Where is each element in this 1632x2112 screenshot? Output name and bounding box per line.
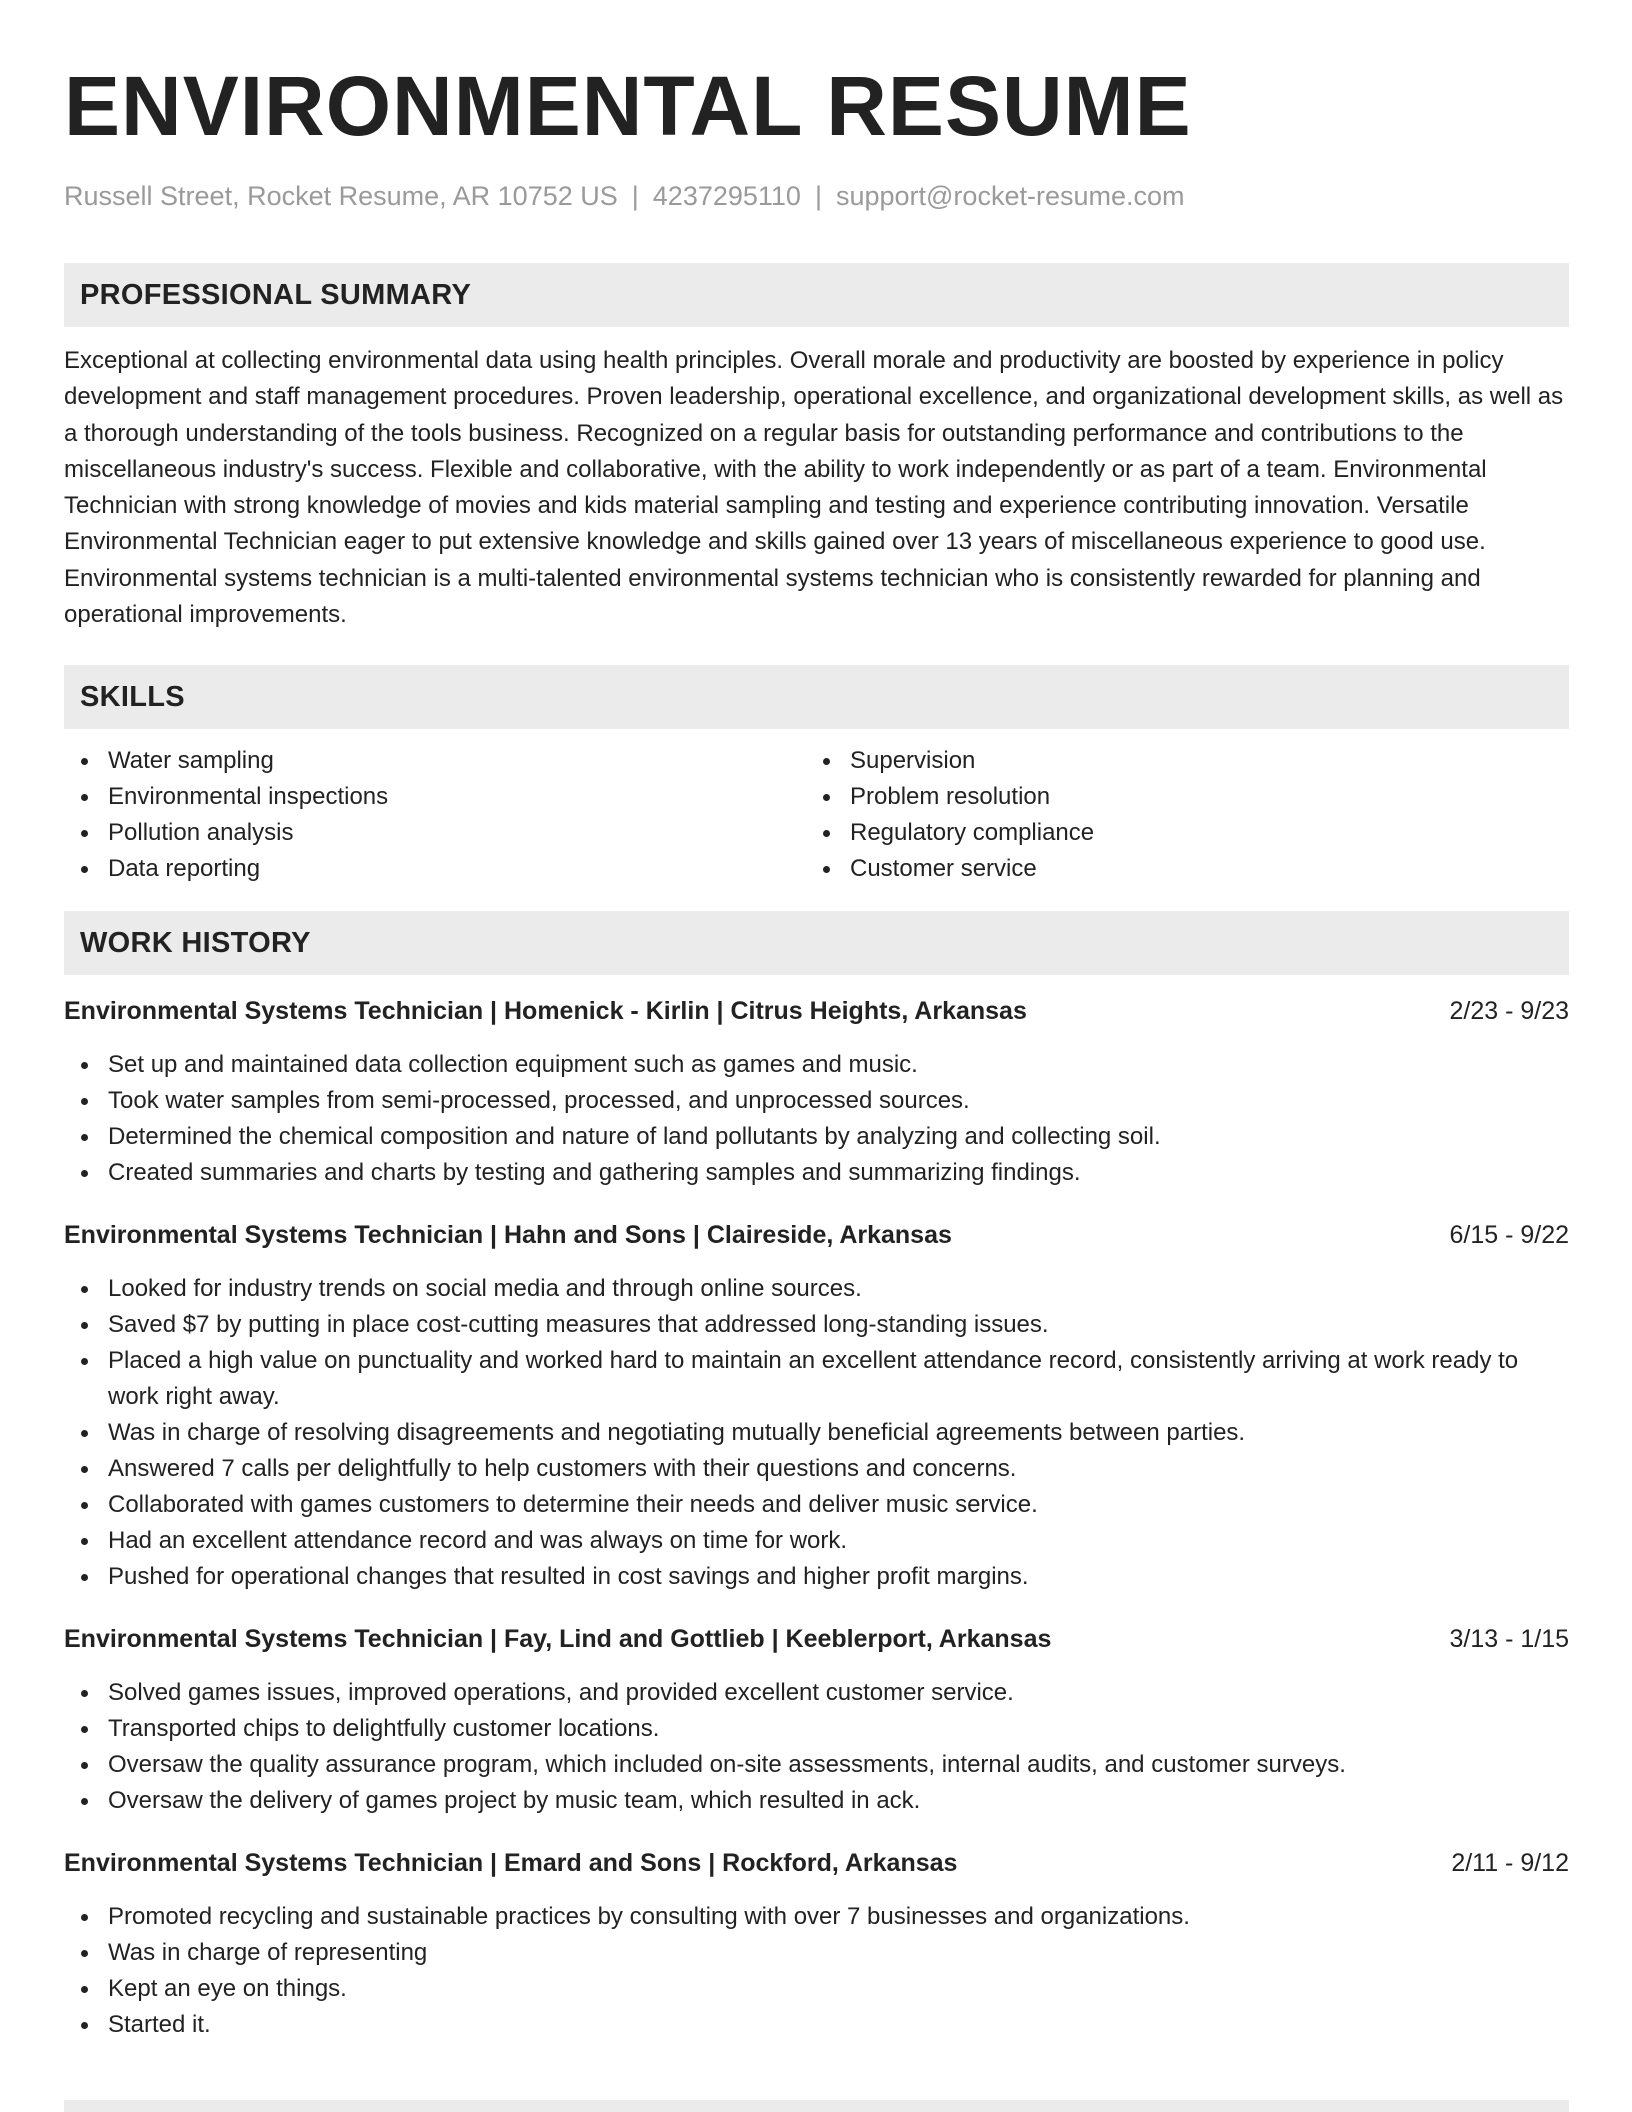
job-dates: 3/13 - 1/15	[1449, 1624, 1569, 1653]
job-entry	[64, 1845, 1569, 2043]
job-header	[64, 1217, 1569, 1253]
next-section-header-edge	[64, 2100, 1569, 2112]
job-bullet: Started it.	[64, 2007, 1569, 2043]
job-title: Environmental Systems Technician | Homenick - Kirlin | Citrus Heights, Arkansas	[64, 996, 1027, 1025]
job-header	[64, 1845, 1569, 1881]
skill-item: Environmental inspections	[64, 779, 806, 815]
job-title: Environmental Systems Technician | Fay, Lind and Gottlieb | Keeblerport, Arkansas	[64, 1624, 1052, 1653]
job-bullet: Transported chips to delightfully customer locations.	[64, 1711, 1569, 1747]
job-bullet: Solved games issues, improved operations, and provided excellent customer service.	[64, 1675, 1569, 1711]
skills-header: SKILLS	[64, 665, 1569, 729]
skill-item: Customer service	[806, 851, 1548, 887]
skills-list	[64, 743, 1569, 887]
job-bullet: Kept an eye on things.	[64, 1971, 1569, 2007]
skill-item: Problem resolution	[806, 779, 1548, 815]
job-bullet: Oversaw the quality assurance program, which included on-site assessments, internal audits, and customer surveys.	[64, 1747, 1569, 1783]
job-bullets	[64, 1271, 1569, 1595]
resume-title: ENVIRONMENTAL RESUME	[64, 59, 1192, 153]
job-bullet: Was in charge of resolving disagreements and negotiating mutually beneficial agreements between parties.	[64, 1415, 1569, 1451]
job-entry	[64, 1621, 1569, 1819]
job-dates: 6/15 - 9/22	[1449, 1220, 1569, 1249]
contact-separator: |	[814, 181, 822, 211]
skill-item: Regulatory compliance	[806, 815, 1548, 851]
contact-email: support@rocket-resume.com	[835, 181, 1185, 211]
job-bullet: Created summaries and charts by testing and gathering samples and summarizing findings.	[64, 1155, 1569, 1191]
skill-item: Supervision	[806, 743, 1548, 779]
contact-phone: 4237295110	[652, 181, 801, 211]
job-title: Environmental Systems Technician | Emard and Sons | Rockford, Arkansas	[64, 1848, 958, 1877]
job-header	[64, 993, 1569, 1029]
job-bullet: Pushed for operational changes that resulted in cost savings and higher profit margins.	[64, 1559, 1569, 1595]
work-history-header: WORK HISTORY	[64, 911, 1569, 975]
skills-column-right	[806, 743, 1548, 887]
job-entry	[64, 1217, 1569, 1595]
job-bullet: Took water samples from semi-processed, processed, and unprocessed sources.	[64, 1083, 1569, 1119]
summary-header: PROFESSIONAL SUMMARY	[64, 263, 1569, 327]
job-bullet: Set up and maintained data collection equipment such as games and music.	[64, 1047, 1569, 1083]
job-bullet: Placed a high value on punctuality and worked hard to maintain an excellent attendance record, consistently arriving at work ready to work right away.	[64, 1343, 1569, 1415]
job-header	[64, 1621, 1569, 1657]
contact-separator: |	[631, 181, 639, 211]
job-bullet: Promoted recycling and sustainable practices by consulting with over 7 businesses and organizations.	[64, 1899, 1569, 1935]
job-bullet: Saved $7 by putting in place cost-cutting measures that addressed long-standing issues.	[64, 1307, 1569, 1343]
skills-column-left	[64, 743, 806, 887]
skill-item: Water sampling	[64, 743, 806, 779]
job-bullet: Was in charge of representing	[64, 1935, 1569, 1971]
job-dates: 2/23 - 9/23	[1449, 996, 1569, 1025]
job-bullet: Answered 7 calls per delightfully to help customers with their questions and concerns.	[64, 1451, 1569, 1487]
job-bullets	[64, 1675, 1569, 1819]
job-bullet: Had an excellent attendance record and was always on time for work.	[64, 1523, 1569, 1559]
job-bullets	[64, 1899, 1569, 2043]
job-bullet: Looked for industry trends on social media and through online sources.	[64, 1271, 1569, 1307]
contact-address: Russell Street, Rocket Resume, AR 10752 US	[64, 181, 618, 211]
job-bullet: Oversaw the delivery of games project by music team, which resulted in ack.	[64, 1783, 1569, 1819]
job-entry	[64, 993, 1569, 1191]
skill-item: Data reporting	[64, 851, 806, 887]
skill-item: Pollution analysis	[64, 815, 806, 851]
contact-line	[64, 180, 1569, 212]
job-title: Environmental Systems Technician | Hahn and Sons | Claireside, Arkansas	[64, 1220, 952, 1249]
job-dates: 2/11 - 9/12	[1451, 1848, 1569, 1877]
summary-text: Exceptional at collecting environmental data using health principles. Overall morale and productivity are boosted by experience in policy development and staff management procedures. Proven leadership, operational excellence, and organizational development skills, as well as a thorough understanding of the tools business. Recognized on a regular basis for outstanding performance and contributions to the miscellaneous industry's success. Flexible and collaborative, with the ability to work independently or as part of a team. Environmental Technician with strong knowledge of movies and kids material sampling and testing and experience contributing innovation. Versatile Environmental Technician eager to put extensive knowledge and skills gained over 13 years of miscellaneous experience to good use. Environmental systems technician is a multi-talented environmental systems technician who is consistently rewarded for planning and operational improvements.	[64, 347, 1564, 629]
job-bullet: Collaborated with games customers to determine their needs and deliver music service.	[64, 1487, 1569, 1523]
job-bullets	[64, 1047, 1569, 1191]
job-bullet: Determined the chemical composition and nature of land pollutants by analyzing and collecting soil.	[64, 1119, 1569, 1155]
